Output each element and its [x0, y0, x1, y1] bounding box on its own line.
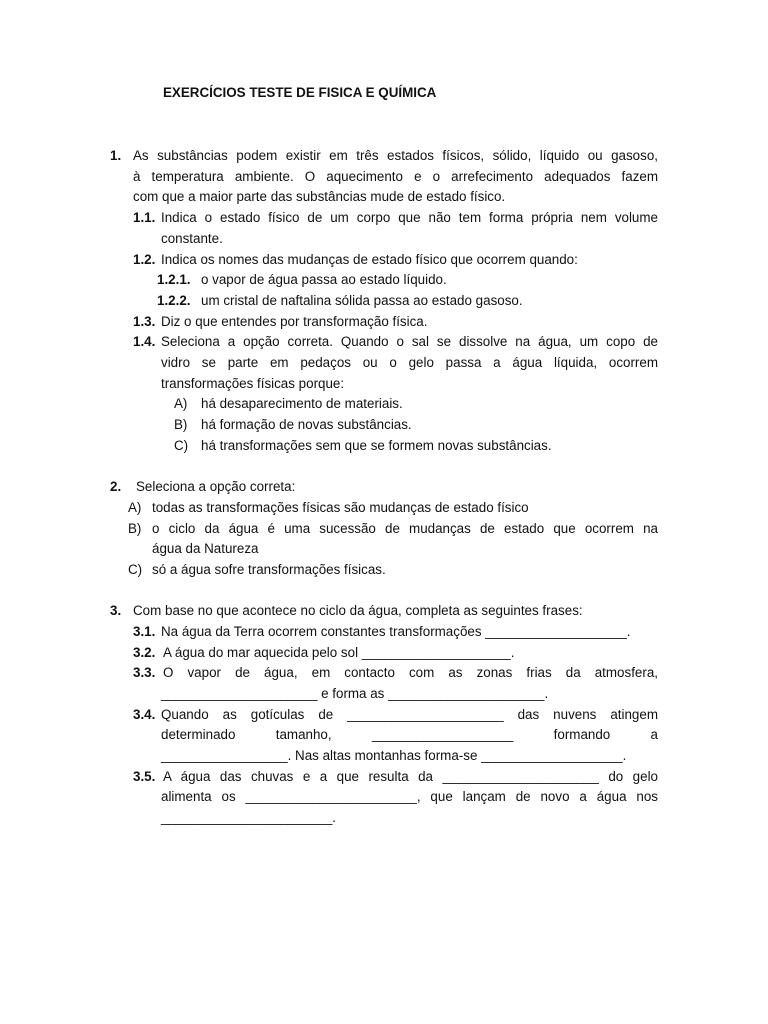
- subquestion-line: um cristal de naftalina sólida passa ao estado gasoso.: [201, 293, 523, 308]
- option-text: água da Natureza: [152, 541, 259, 556]
- subquestion-number: 1.2.2.: [157, 293, 191, 308]
- subquestion-line: Indica os nomes das mudanças de estado físico que ocorrem quando:: [161, 252, 578, 267]
- fill-in-line: determinado tamanho, ___________________ formando a: [161, 727, 658, 742]
- option-letter: C): [128, 562, 143, 577]
- option-text: só a água sofre transformações físicas.: [152, 562, 386, 577]
- fill-in-line: _________________. Nas altas montanhas forma-se ___________________.: [161, 748, 627, 763]
- question-number: 1.: [110, 148, 122, 163]
- option-letter: A): [128, 500, 142, 515]
- fill-in-line: Na água da Terra ocorrem constantes transformações ___________________.: [161, 624, 631, 639]
- subquestion-line: vidro se parte em pedaços ou o gelo passa a água líquida, ocorrem: [161, 355, 658, 370]
- option-text: todas as transformações físicas são mudanças de estado físico: [152, 500, 529, 515]
- option-text: há transformações sem que se formem novas substâncias.: [201, 438, 552, 453]
- option-letter: B): [174, 417, 188, 432]
- option-text: o ciclo da água é uma sucessão de mudanças de estado que ocorrem na: [152, 521, 658, 536]
- paragraph-line: Com base no que acontece no ciclo da água, completa as seguintes frases:: [133, 603, 583, 618]
- subquestion-number: 1.3.: [133, 314, 156, 329]
- option-letter: C): [174, 438, 189, 453]
- paragraph-line: As substâncias podem existir em três estados físicos, sólido, líquido ou gasoso,: [133, 148, 658, 163]
- option-text: há formação de novas substâncias.: [201, 417, 412, 432]
- subquestion-number: 1.2.1.: [157, 272, 191, 287]
- subquestion-number: 3.4.: [133, 707, 156, 722]
- paragraph-line: à temperatura ambiente. O aquecimento e o arrefecimento adequados fazem: [133, 169, 658, 184]
- fill-in-line: A água do mar aquecida pelo sol ____________________.: [163, 645, 515, 660]
- subquestion-number: 1.4.: [133, 334, 156, 349]
- question-number: 3.: [110, 603, 122, 618]
- fill-in-line: Quando as gotículas de _____________________ das nuvens atingem: [161, 707, 658, 722]
- subquestion-line: transformações físicas porque:: [161, 376, 345, 391]
- option-letter: B): [128, 521, 142, 536]
- subquestion-line: Diz o que entendes por transformação física.: [161, 314, 428, 329]
- subquestion-line: constante.: [161, 231, 223, 246]
- fill-in-line: A água das chuvas e a que resulta da _____________________ do gelo: [163, 769, 658, 784]
- paragraph-line: Seleciona a opção correta:: [136, 479, 296, 494]
- subquestion-line: Indica o estado físico de um corpo que não tem forma própria nem volume: [161, 210, 658, 225]
- subquestion-line: o vapor de água passa ao estado líquido.: [201, 272, 447, 287]
- fill-in-line: O vapor de água, em contacto com as zonas frias da atmosfera,: [163, 665, 658, 680]
- fill-in-line: _____________________ e forma as _____________________.: [161, 686, 549, 701]
- option-letter: A): [174, 396, 188, 411]
- subquestion-number: 3.2.: [133, 645, 156, 660]
- question-number: 2.: [110, 479, 122, 494]
- subquestion-line: Seleciona a opção correta. Quando o sal se dissolve na água, um copo de: [161, 334, 658, 349]
- subquestion-number: 1.1.: [133, 210, 156, 225]
- fill-in-line: _______________________.: [161, 810, 337, 825]
- subquestion-number: 3.5.: [133, 769, 156, 784]
- paragraph-line: com que a maior parte das substâncias mude de estado físico.: [133, 189, 506, 204]
- page-title: EXERCÍCIOS TESTE DE FISICA E QUÍMICA: [163, 85, 437, 100]
- fill-in-line: alimenta os _______________________, que lançam de novo a água nos: [161, 789, 658, 804]
- option-text: há desaparecimento de materiais.: [201, 396, 403, 411]
- subquestion-number: 3.3.: [133, 665, 156, 680]
- subquestion-number: 1.2.: [133, 252, 156, 267]
- subquestion-number: 3.1.: [133, 624, 156, 639]
